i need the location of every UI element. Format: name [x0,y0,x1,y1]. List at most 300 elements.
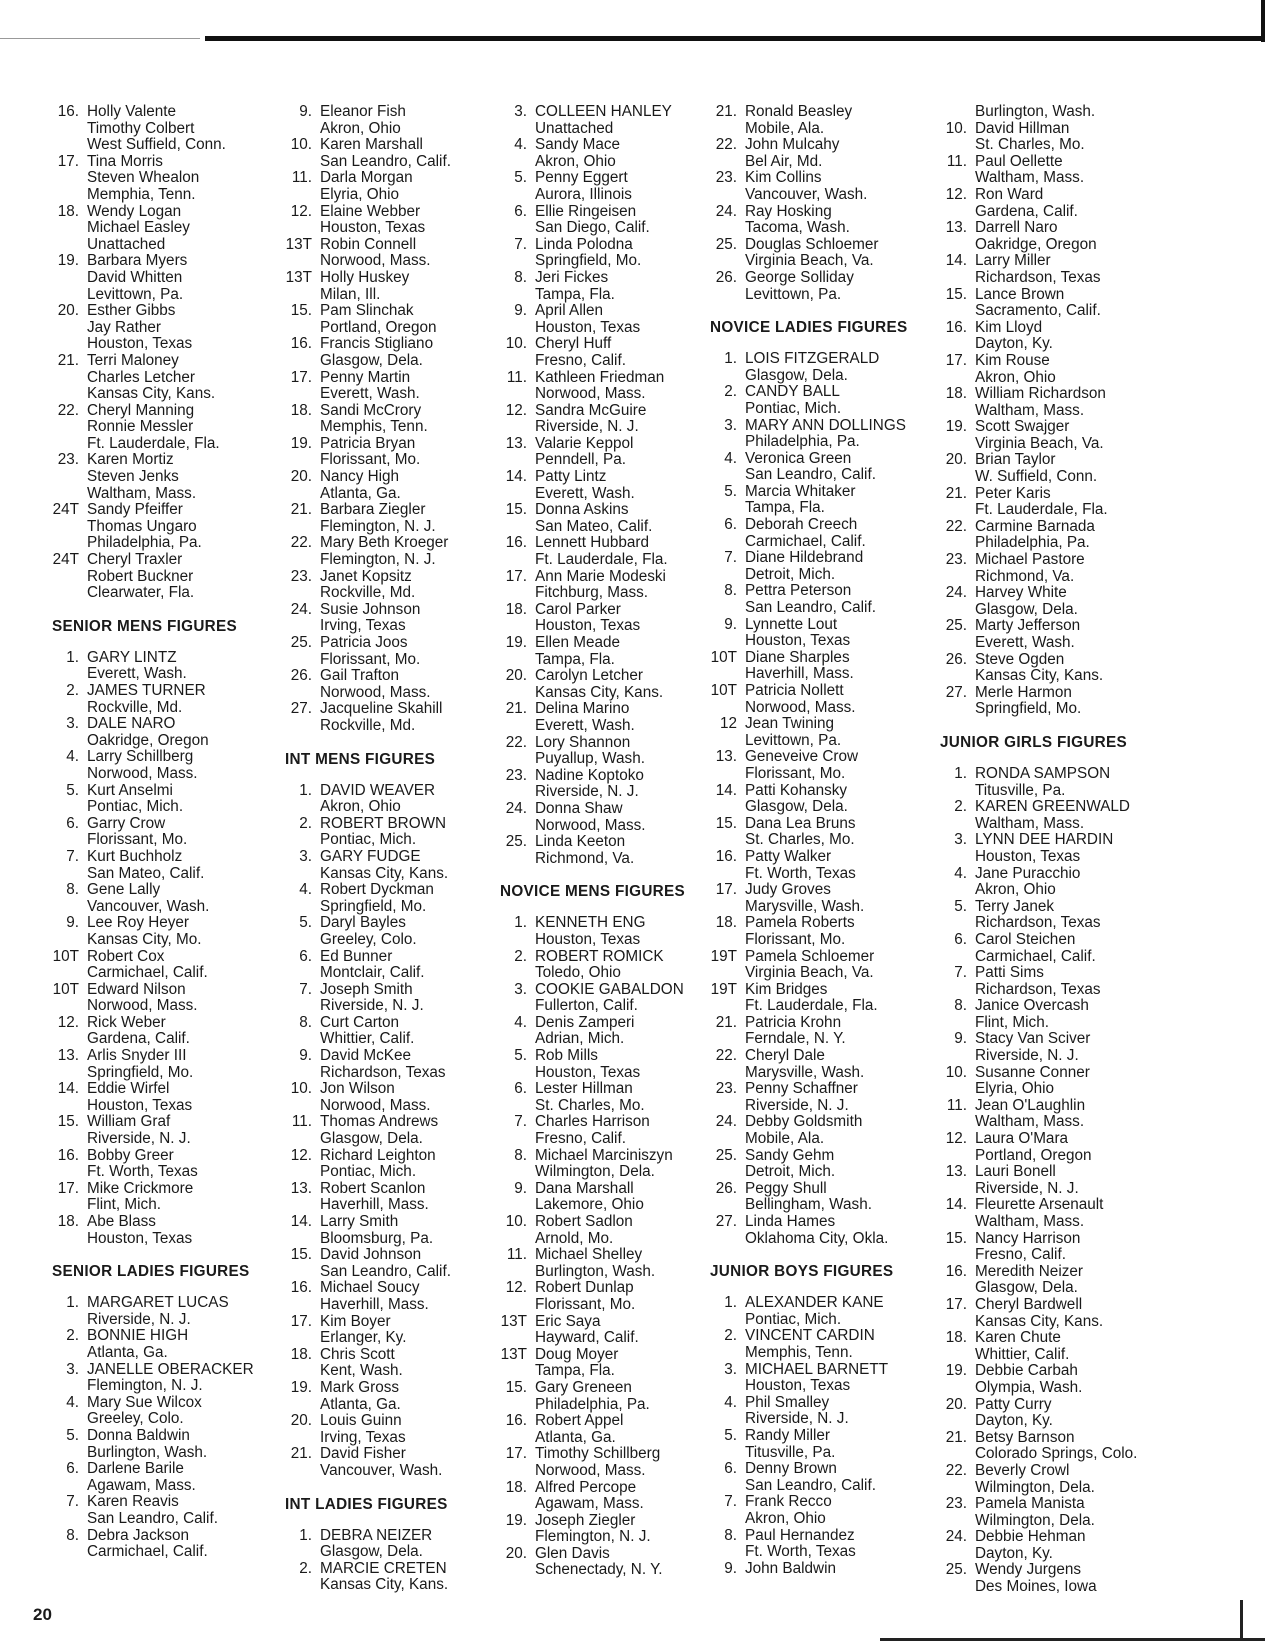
entry-line: Riverside, N. J. [535,418,639,436]
entry-body [320,1081,490,1114]
entry-line: Houston, Texas [975,847,1081,865]
entry-line: Houston, Texas [745,1377,851,1395]
entry-line: Oakridge, Oregon [975,235,1097,253]
rank-number: 10. [505,1213,527,1230]
entry-line: Richard Leighton [320,1146,436,1164]
entry-line: Ft. Worth, Texas [745,1543,856,1561]
entry-line: Waltham, Mass. [975,169,1085,187]
list-item [935,866,1175,899]
rank-number: 9. [954,1030,967,1048]
list-item [705,683,940,716]
rank-number: 9. [66,914,79,932]
entry-body [320,569,490,602]
bottom-rule [880,1638,1265,1641]
entry-line: Kansas City, Mo. [87,930,202,948]
entry-body [745,915,940,948]
list-item [280,635,490,668]
entry-line: Cheryl Huff [535,335,612,353]
entry-body [745,550,940,583]
entry-body [975,519,1175,552]
entry-line: Akron, Ohio [975,368,1056,386]
entry-line: Bloomsburg, Pa. [320,1229,434,1247]
rank-number: 13T [285,235,312,253]
rank-number: 5. [514,169,527,187]
list-item [705,204,940,237]
list-item [935,1430,1175,1463]
entry-line: Mark Gross [320,1378,400,1396]
list-item [495,569,720,602]
entry-line: VINCENT CARDIN [745,1327,875,1345]
entry-body [320,915,490,948]
rank-number: 21. [945,484,967,502]
entry-line: Robert Scanlon [320,1179,426,1197]
rank-number: 22. [290,534,312,552]
entry-line: Darlene Barile [87,1460,184,1478]
entry-body [535,1314,720,1347]
rank-number: 14. [945,252,967,270]
rank-number: 7. [299,980,312,998]
list-item [705,1081,940,1114]
entry-body [745,949,940,982]
entry-line: Patty Walker [745,847,832,865]
rank-number: 12 [719,715,737,733]
rank-number: 12. [945,185,967,203]
entry-body [535,1214,720,1247]
rank-number: 2. [66,682,79,699]
rank-number: 23. [715,1080,737,1098]
list-item [47,749,267,782]
entry-line: DEBRA NEIZER [320,1526,433,1544]
entry-line: COOKIE GABALDON [535,980,684,998]
entry-body [87,915,267,948]
entry-line: Florissant, Mo. [745,764,846,782]
entry-body [87,403,267,453]
rank-number: 15. [945,1229,967,1247]
entry-line: Flint, Mich. [87,1196,161,1214]
rank-number: 3. [299,847,312,865]
rank-number: 13T [500,1312,527,1330]
entry-line: Ronnie Messler [87,418,194,436]
entry-line: Susanne Conner [975,1063,1090,1081]
entry-body [535,403,720,436]
entry-line: Rockville, Md. [87,698,183,716]
rank-number: 15. [505,501,527,519]
entry-line: Rockville, Md. [320,716,416,734]
list-item [47,716,267,749]
entry-body [975,998,1175,1031]
entry-line: Thomas Ungaro [87,517,197,535]
entry-body [320,137,490,170]
list-item [935,685,1175,718]
list-item [47,403,267,453]
entry-body [320,370,490,403]
entry-body [975,1098,1175,1131]
list-item [705,451,940,484]
entry-line: Lee Roy Heyer [87,914,190,932]
entry-line: KAREN GREENWALD [975,798,1130,816]
entry-body [87,949,267,982]
entry-line: Jon Wilson [320,1080,395,1098]
entry-line: Pontiac, Mich. [745,399,842,417]
list-item [705,1214,940,1247]
entry-line: JANELLE OBERACKER [87,1360,254,1378]
list-item [280,1214,490,1247]
entry-line: Waltham, Mass. [87,484,197,502]
entry-line: Linda Polodna [535,235,633,253]
entry-body [745,237,940,270]
list-item [705,1494,940,1527]
entry-line: Riverside, N. J. [745,1096,849,1114]
entry-line: Riverside, N. J. [87,1130,191,1148]
list-item [705,1181,940,1214]
entry-body [975,1330,1175,1363]
entry-line: Timothy Schillberg [535,1445,661,1463]
column-2 [280,104,490,1594]
entry-line: Norwood, Mass. [320,683,431,701]
entry-body [87,1494,267,1527]
entry-line: Carol Parker [535,600,621,618]
rank-number: 6. [724,1460,737,1478]
entry-line: Nancy Harrison [975,1229,1081,1247]
entry-line: Ellen Meade [535,634,621,651]
rank-number: 16. [945,318,967,336]
list-item [495,668,720,701]
entry-line: Janet Kopsitz [320,567,412,585]
list-item [280,783,490,816]
entry-line: David Johnson [320,1246,422,1264]
entry-line: Houston, Texas [535,318,641,336]
rank-number: 5. [954,897,967,915]
entry-line: Fresno, Calif. [535,351,626,369]
rank-number: 17. [945,1295,967,1313]
entry-body [535,768,720,801]
entry-line: Oklahoma City, Okla. [745,1229,889,1247]
list-item [280,469,490,502]
entry-body [87,1295,267,1328]
list-item [280,403,490,436]
rank-number: 16. [57,103,79,120]
rank-number: 6. [299,947,312,965]
list-item [705,915,940,948]
rank-number: 4. [66,1393,79,1411]
entry-line: Sandi McCrory [320,401,422,419]
entry-line: Randy Miller [745,1426,831,1444]
entry-line: Whittier, Calif. [320,1030,415,1048]
entry-line: Tampa, Fla. [745,499,825,517]
entry-line: Patty Curry [975,1395,1052,1413]
entry-body [975,187,1175,220]
list-item [280,1181,490,1214]
entry-body [87,1114,267,1147]
list-item [705,1295,940,1328]
entry-line: Arlis Snyder III [87,1047,187,1065]
rank-number: 5. [66,1426,79,1444]
entry-line: Lauri Bonell [975,1163,1056,1181]
entry-body [975,1463,1175,1496]
entry-body [535,436,720,469]
entry-line: Kim Lloyd [975,318,1043,336]
rank-number: 22. [715,136,737,154]
entry-line: Diane Sharples [745,648,850,666]
rank-number: 20. [57,302,79,320]
list-item [705,384,940,417]
entry-body [535,1513,720,1546]
entry-line: Laura O'Mara [975,1130,1069,1148]
list-item [935,353,1175,386]
entry-line: RONDA SAMPSON [975,764,1111,782]
entry-line: Ft. Lauderdale, Fla. [975,501,1108,519]
entry-body [320,1446,490,1479]
section-heading: INT MENS FIGURES [285,750,436,768]
entry-line: Darrell Naro [975,219,1058,237]
entry-body [975,832,1175,865]
entry-line: LYNN DEE HARDIN [975,831,1114,849]
entry-line: Timothy Colbert [87,119,195,137]
list-item [935,1164,1175,1197]
entry-line: Paul Oellette [975,152,1063,170]
entry-line: Bellingham, Wash. [745,1196,872,1214]
list-item [47,1114,267,1147]
list-item [280,915,490,948]
entry-line: Cheryl Traxler [87,551,183,569]
entry-line: Jean O'Laughlin [975,1096,1086,1114]
list-item [935,452,1175,485]
list-item [935,1098,1175,1131]
list-item [495,834,720,867]
entry-body [320,1528,490,1561]
rank-number: 23. [505,766,527,784]
entry-body [975,652,1175,685]
entry-body [87,104,267,154]
rank-number: 25. [290,634,312,651]
rank-number: 16. [945,1262,967,1280]
entry-line: Hayward, Calif. [535,1329,639,1347]
list-item [280,816,490,849]
entry-line: Marty Jefferson [975,617,1081,635]
rank-number: 4. [724,449,737,467]
entry-body [535,370,720,403]
entry-body [745,650,940,683]
entry-body [535,1380,720,1413]
entry-body [87,1395,267,1428]
entry-line: Jean Twining [745,715,835,733]
rank-number: 14. [290,1213,312,1230]
rank-number: 6. [66,814,79,832]
entry-body [745,1461,940,1494]
entry-line: Houston, Texas [87,1096,193,1114]
rank-number: 26. [290,667,312,685]
entry-line: Memphis, Tenn. [320,418,428,436]
list-item [495,801,720,834]
rank-number: 12. [505,401,527,419]
list-item [705,749,940,782]
entry-line: CANDY BALL [745,383,840,401]
rank-number: 18. [505,600,527,618]
rank-number: 14. [57,1080,79,1098]
list-item [47,1295,267,1328]
entry-line: Garry Crow [87,814,166,832]
rank-number: 6. [954,930,967,948]
entry-body [320,502,490,535]
rank-number: 8. [66,881,79,899]
list-item [47,849,267,882]
section-heading: SENIOR MENS FIGURES [52,617,238,635]
rank-number: 23. [945,1495,967,1513]
entry-body [535,1015,720,1048]
entry-body [320,170,490,203]
entry-body [745,1181,940,1214]
list-item [495,768,720,801]
entry-body [535,303,720,336]
rank-number: 5. [514,1047,527,1065]
rank-number: 1. [299,1526,312,1544]
entry-body [975,965,1175,998]
list-item [935,652,1175,685]
entry-body [975,1131,1175,1164]
rank-number: 25. [715,1146,737,1164]
entry-line: Atlanta, Ga. [320,1395,401,1413]
list-item [47,982,267,1015]
entry-line: Michael Marciniszyn [535,1146,673,1164]
entry-line: Michael Easley [87,219,190,237]
entry-line: Robert Buckner [87,567,194,585]
rank-number: 7. [514,235,527,253]
entry-line: Scott Swajger [975,418,1070,436]
rank-number: 2. [66,1327,79,1345]
entry-line: Riverside, N. J. [87,1310,191,1328]
list-item [495,915,720,948]
entry-line: Agawam, Mass. [87,1476,196,1494]
entry-line: Fresno, Calif. [535,1130,626,1148]
list-item [280,602,490,635]
entry-line: Wilmington, Dela. [535,1163,655,1181]
entry-line: Richardson, Texas [975,980,1101,998]
rank-number: 24. [945,584,967,602]
entry-body [535,735,720,768]
entry-line: Susie Johnson [320,600,421,618]
entry-line: Akron, Ohio [975,881,1056,899]
entry-line: Levittown, Pa. [87,285,184,303]
entry-body [87,1048,267,1081]
entry-line: Haverhill, Mass. [320,1196,429,1214]
list-item [280,104,490,137]
rank-number: 23. [945,551,967,569]
rank-number [935,104,975,121]
rank-number: 12. [945,1130,967,1148]
entry-line: Irving, Texas [320,617,406,635]
entry-line: Ann Marie Modeski [535,567,666,585]
entry-line: Florissant, Mo. [745,930,846,948]
list-item [495,436,720,469]
rank-number: 21. [715,1013,737,1031]
entry-line: Irving, Texas [320,1428,406,1446]
entry-line: Mary Beth Kroeger [320,534,449,552]
rank-number: 19T [710,980,737,998]
rank-number: 11. [291,1113,312,1131]
rank-number: 2. [299,1559,312,1577]
entry-line: Lory Shannon [535,733,631,751]
entry-body [975,1031,1175,1064]
list-item [935,618,1175,651]
entry-line: Gene Lally [87,881,161,899]
list-item [280,237,490,270]
list-item [935,253,1175,286]
list-item [935,187,1175,220]
entry-body [535,469,720,502]
entry-body [975,1397,1175,1430]
list-item [935,419,1175,452]
rank-number: 26. [945,650,967,668]
entry-body [320,1048,490,1081]
entry-body [535,1081,720,1114]
entry-line: Steven Whealon [87,169,200,187]
entry-line: Philadelphia, Pa. [745,433,860,451]
entry-line: Thomas Andrews [320,1113,439,1131]
entry-body [87,882,267,915]
entry-line: San Leandro, Calif. [745,599,876,617]
entry-line: Memphis, Tenn. [745,1343,853,1361]
list-item [705,982,940,1015]
rank-number: 7. [954,964,967,982]
entry-line: Kansas City, Kans. [975,667,1104,685]
entry-body [87,716,267,749]
entry-line: Holly Valente [87,103,176,120]
entry-line: Vancouver, Wash. [87,897,210,915]
rank-number: 21. [290,501,312,519]
entry-body [87,1528,267,1561]
entry-line: Cheryl Bardwell [975,1295,1083,1313]
entry-body [975,154,1175,187]
list-item [280,1413,490,1446]
rank-number: 15. [57,1113,79,1131]
entry-line: Larry Smith [320,1213,399,1230]
list-item [705,1528,940,1561]
entry-line: Carmine Barnada [975,517,1095,535]
entry-body [745,384,940,417]
entry-line: Philadelphia, Pa. [535,1395,650,1413]
list-item [280,569,490,602]
entry-line: Linda Keeton [535,833,626,851]
section-heading: NOVICE MENS FIGURES [500,883,686,901]
entry-line: Marcia Whitaker [745,482,856,500]
entry-line: April Allen [535,302,604,320]
rank-number: 13. [57,1047,79,1065]
list-item [47,915,267,948]
rank-number: 24. [290,600,312,618]
entry-line: Pontiac, Mich. [745,1310,842,1328]
list-item [47,1048,267,1081]
entry-line: Karen Marshall [320,136,423,154]
rank-number: 9. [514,1179,527,1197]
list-item [280,1081,490,1114]
entry-body [975,685,1175,718]
entry-line: Philadelphia, Pa. [87,534,202,552]
entry-line: Beverly Crowl [975,1461,1070,1479]
list-item [495,982,720,1015]
entry-body [535,982,720,1015]
entry-body [535,237,720,270]
list-item [280,668,490,701]
entry-body [320,668,490,701]
entry-body [87,1214,267,1247]
entry-body [87,1428,267,1461]
entry-line: ALEXANDER KANE [745,1294,884,1312]
list-item [495,469,720,502]
list-item [47,154,267,204]
list-item [705,1048,940,1081]
entry-line: Wilmington, Dela. [975,1511,1095,1529]
rank-number: 19. [945,418,967,436]
